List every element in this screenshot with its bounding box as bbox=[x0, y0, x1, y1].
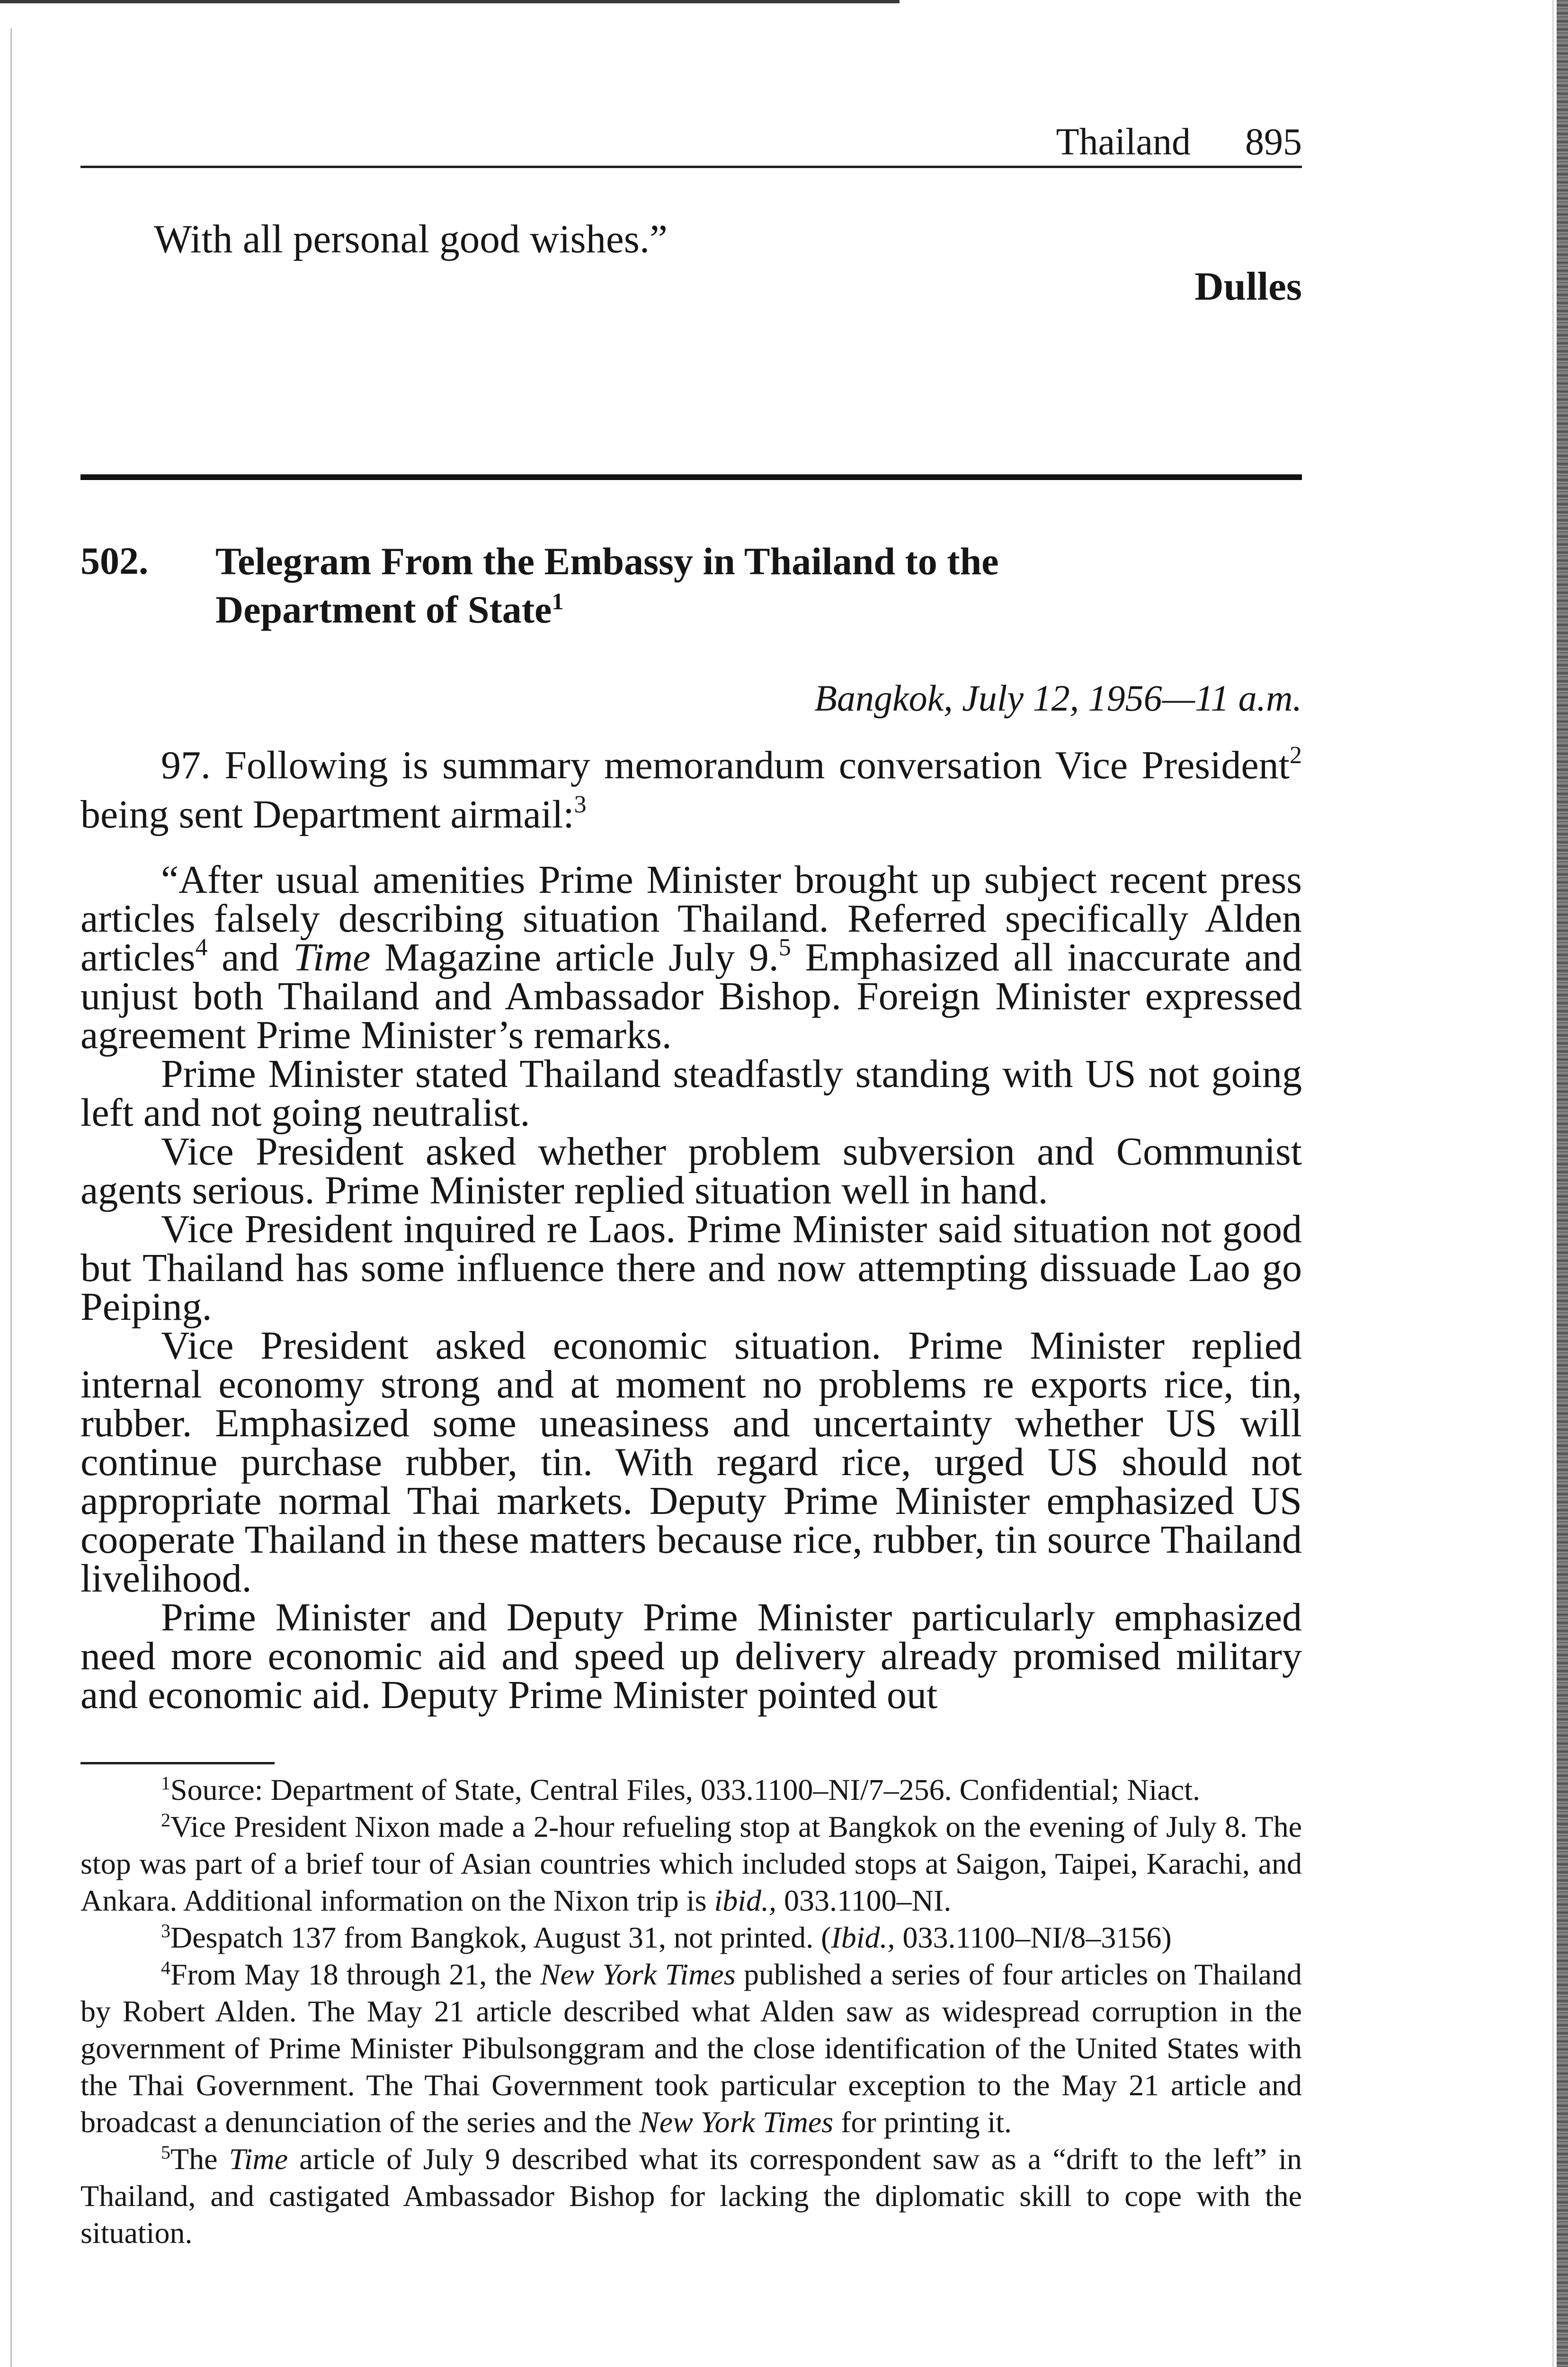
memorandum-body bbox=[80, 858, 1302, 1717]
footnote-5-text-2: article of July 9 described what its correspondent saw as a “drift to the left” in Thailand, and castigated Ambassador Bishop for lacking the diplomatic skill to cope with the situation. bbox=[80, 2142, 1302, 2250]
footnote-2-number: 2 bbox=[161, 1809, 170, 1831]
footnote-ref-5[interactable]: 5 bbox=[778, 934, 791, 961]
intro-paragraph bbox=[80, 741, 1302, 839]
memo-p1-italic: Time bbox=[293, 935, 371, 979]
footnote-2-end: 033.1100–NI. bbox=[776, 1884, 952, 1917]
footnote-3-italic: Ibid., bbox=[831, 1921, 895, 1954]
footnote-4-italic-1: New York Times bbox=[540, 1958, 736, 1991]
footnote-2-text: Vice President Nixon made a 2-hour refueling stop at Bangkok on the evening of July 8. The stop was part of a brief tour of Asian countries which included stops at Saigon, Taipei, Karachi, and Ankara. Additional information on the Nixon trip is bbox=[80, 1810, 1302, 1917]
footnote-ref-4[interactable]: 4 bbox=[195, 934, 208, 961]
title-line-2: Department of State bbox=[215, 588, 552, 631]
footnote-3-end: 033.1100–NI/8–3156) bbox=[895, 1921, 1172, 1954]
footnote-4-text-3: for printing it. bbox=[833, 2105, 1012, 2139]
page-header bbox=[80, 114, 1302, 168]
running-title: Thailand bbox=[1056, 121, 1191, 163]
footnote-2 bbox=[80, 1808, 1302, 1919]
page-number: 895 bbox=[1245, 121, 1302, 163]
scan-edge-right-inner bbox=[1552, 0, 1554, 2367]
title-line-1: Telegram From the Embassy in Thailand to the bbox=[215, 540, 999, 583]
footnote-4-text: From May 18 through 21, the bbox=[170, 1958, 540, 1991]
footnote-5-italic: Time bbox=[229, 2142, 288, 2176]
dateline: Bangkok, July 12, 1956—11 a.m. bbox=[814, 677, 1302, 719]
scan-edge-top bbox=[0, 0, 900, 3]
footnote-ref-2[interactable]: 2 bbox=[1290, 742, 1302, 769]
footnote-4-number: 4 bbox=[161, 1957, 170, 1978]
footnote-5-number: 5 bbox=[161, 2142, 170, 2163]
title-footnote-ref[interactable]: 1 bbox=[552, 588, 564, 614]
memo-paragraph-6: Prime Minister and Deputy Prime Minister particularly emphasized need more economic aid and speed up delivery already promised military and economic aid. Deputy Prime Minister pointed out bbox=[80, 1595, 1302, 1717]
footnote-1-text: Source: Department of State, Central Files, 033.1100–NI/7–256. Confidential; Niact. bbox=[170, 1773, 1200, 1806]
signature: Dulles bbox=[1194, 264, 1302, 309]
footnote-5-text: The bbox=[170, 2142, 229, 2176]
footnote-divider bbox=[80, 1762, 275, 1764]
footnote-3-text: Despatch 137 from Bangkok, August 31, not printed. ( bbox=[170, 1921, 831, 1954]
memo-paragraph-1 bbox=[80, 858, 1302, 1057]
document-number: 502. bbox=[80, 539, 149, 582]
memo-paragraph-4: Vice President inquired re Laos. Prime Minister said situation not good but Thailand has some influence there and now attempting dissuade Lao go Peiping. bbox=[80, 1207, 1302, 1329]
footnote-3 bbox=[80, 1919, 1302, 1956]
footnote-4-text-2: published a series of four articles on Thailand by Robert Alden. The May 21 article described what Alden saw as widespread corruption in the government of Prime Minister Pibulsonggram and the close identification of the United States with the Thai Government. The Thai Government took particular exception to the May 21 article and broadcast a denunciation of the series and the bbox=[80, 1958, 1302, 2139]
footnote-4-italic-2: New York Times bbox=[639, 2105, 834, 2139]
running-head bbox=[1056, 121, 1302, 163]
footnote-4 bbox=[80, 1956, 1302, 2141]
closing-line: With all personal good wishes.” bbox=[154, 217, 668, 261]
memo-paragraph-3: Vice President asked whether problem subversion and Communist agents serious. Prime Minister replied situation well in hand. bbox=[80, 1130, 1302, 1212]
footnote-3-number: 3 bbox=[161, 1920, 170, 1941]
memo-paragraph-2: Prime Minister stated Thailand steadfastly standing with US not going left and not going neutralist. bbox=[80, 1052, 1302, 1135]
scan-edge-right bbox=[1557, 0, 1568, 2367]
footnote-2-italic: ibid., bbox=[714, 1884, 777, 1917]
section-divider bbox=[80, 474, 1302, 480]
memo-p1-text-2: and bbox=[207, 935, 293, 979]
footnote-5 bbox=[80, 2141, 1302, 2251]
memo-p1-text: “After usual amenities Prime Minister brought up subject recent press articles falsely describing situation Thailand. Referred specifically Alden articles bbox=[80, 858, 1302, 979]
footnote-1 bbox=[80, 1771, 1302, 1808]
scan-edge-left bbox=[10, 28, 12, 2367]
footnote-1-number: 1 bbox=[161, 1772, 170, 1794]
memo-p1-text-3: Magazine article July 9. bbox=[370, 935, 779, 979]
footnote-ref-3[interactable]: 3 bbox=[574, 791, 587, 818]
memo-paragraph-5: Vice President asked economic situation. Prime Minister replied internal economy strong and at moment no problems re exports rice, tin, rubber. Emphasized some uneasiness and uncertainty whether US will continue purchase rubber, tin. With regard rice, urged US should not appropriate normal Thai markets. Deputy Prime Minister emphasized US cooperate Thailand in these matters because rice, rubber, tin source Thailand livelihood. bbox=[80, 1324, 1302, 1601]
document-title bbox=[215, 537, 1210, 634]
intro-text-cont: being sent Department airmail: bbox=[80, 792, 574, 836]
footnotes bbox=[80, 1771, 1302, 2251]
memo-p1-text-4: Emphasized all inaccurate and unjust both Thailand and Ambassador Bishop. Foreign Minister expressed agreement Prime Minister’s remarks. bbox=[80, 935, 1302, 1057]
intro-text: 97. Following is summary memorandum conversation Vice President bbox=[161, 743, 1290, 787]
